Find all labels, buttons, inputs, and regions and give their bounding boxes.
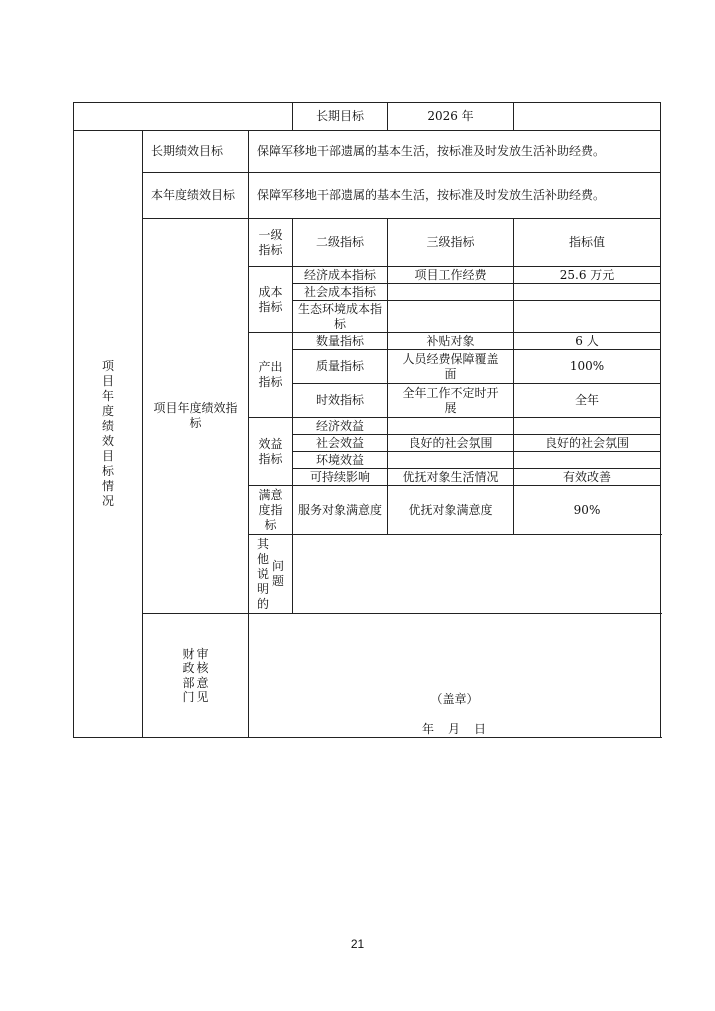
indicator-section-label: [143, 219, 249, 614]
table-row-l2: 社会效益: [293, 435, 388, 452]
table-row-value: 有效改善: [514, 469, 661, 486]
target-year: 2026 年: [388, 103, 514, 131]
table-row-l2: 数量指标: [293, 333, 388, 350]
table-row-value: [514, 284, 661, 301]
table-row-l2: 社会成本指标: [293, 284, 388, 301]
col-level2-header: 二级指标: [293, 219, 388, 267]
col-level1-header: 一级指标: [249, 219, 293, 267]
table-row-l2: 时效指标: [293, 384, 388, 418]
finance-review-label: 财政部门 审核意见: [143, 614, 249, 738]
table-row-l2: 经济成本指标: [293, 267, 388, 284]
other-notes-content: [293, 535, 661, 614]
table-row-value: [514, 418, 661, 435]
table-row-l3: 全年工作不定时开展: [388, 384, 514, 418]
col-level3-header: 三级指标: [388, 219, 514, 267]
table-row-l2: 可持续影响: [293, 469, 388, 486]
table-row-l2: 经济效益: [293, 418, 388, 435]
section-title: 项目年度绩效目标情况: [102, 359, 115, 508]
table-row-value: 6 人: [514, 333, 661, 350]
group-benefit-label: 效益指标: [249, 418, 293, 486]
table-row-value: 全年: [514, 384, 661, 418]
table-row-value: [514, 452, 661, 469]
table-row-l3: 补贴对象: [388, 333, 514, 350]
col-value-header: 指标值: [514, 219, 661, 267]
other-notes-label: 其他说明的 问题: [249, 535, 293, 614]
table-row-l3: [388, 418, 514, 435]
table-row-l3: [388, 284, 514, 301]
section-title-cell: [74, 131, 143, 738]
group-output-label: 产出指标: [249, 333, 293, 418]
page-number: 21: [350, 937, 365, 951]
group-satisfaction-label: 满意度指标: [249, 486, 293, 535]
long-term-target-label: 长期目标: [293, 103, 388, 131]
table-row-value: 90%: [514, 486, 661, 535]
table-row-l2: 生态环境成本指标: [293, 301, 388, 333]
header-empty-cell: [514, 103, 661, 131]
table-row-l2: 服务对象满意度: [293, 486, 388, 535]
finance-review-content: [249, 614, 661, 738]
table-row-l2: 质量指标: [293, 350, 388, 384]
table-row-l3: [388, 452, 514, 469]
annual-goal-text: 保障军移地干部遗属的基本生活，按标准及时发放生活补助经费。: [249, 173, 661, 219]
table-row-l3: 人员经费保障覆盖面: [388, 350, 514, 384]
long-term-goal-text: 保障军移地干部遗属的基本生活，按标准及时发放生活补助经费。: [249, 131, 661, 173]
table-row-l3: 优抚对象生活情况: [388, 469, 514, 486]
date-label: 年 月 日: [422, 721, 488, 736]
long-term-goal-label: 长期绩效目标: [143, 131, 249, 173]
header-blank-cell: [74, 103, 293, 131]
table-row-value: 良好的社会氛围: [514, 435, 661, 452]
table-row-l3: 优抚对象满意度: [388, 486, 514, 535]
table-row-l3: [388, 301, 514, 333]
table-row-value: 100%: [514, 350, 661, 384]
table-row-value: [514, 301, 661, 333]
performance-table: [73, 102, 661, 738]
table-row-l3: 良好的社会氛围: [388, 435, 514, 452]
table-row-l2: 环境效益: [293, 452, 388, 469]
table-row-value: 25.6 万元: [514, 267, 661, 284]
indicator-section-text: 项目年度绩效指标: [153, 401, 238, 430]
seal-label: （盖章）: [430, 691, 479, 706]
group-cost-label: 成本指标: [249, 267, 293, 333]
annual-goal-label: 本年度绩效目标: [143, 173, 249, 219]
table-row-l3: 项目工作经费: [388, 267, 514, 284]
